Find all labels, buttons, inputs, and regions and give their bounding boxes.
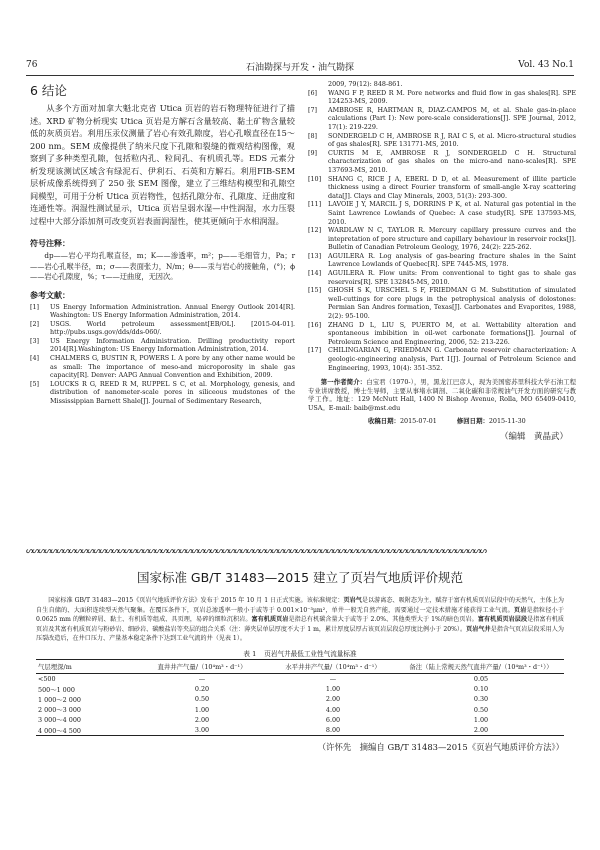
left-column: [30, 80, 295, 406]
author-bio-label: 第一作者简介：: [320, 378, 367, 387]
editor-credit: （编辑 黄晶武）: [499, 431, 568, 442]
column-header: 气层埋深/m: [36, 660, 136, 674]
reference-item: [1] US Energy Information Administration. Annual Energy Outlook 2014[R]. Washington: US Energy Information Administration, 2014.: [30, 302, 295, 320]
reference-continuation: 2009, 79(12): 848-861.: [328, 80, 403, 88]
table-row: 4 000～4 500 3.00 8.00 2.00: [36, 725, 564, 736]
reference-item: [3] US Energy Information Administration. Drilling productivity report 2014[R].Washington: US Energy Information Administration, 2014.: [30, 336, 295, 354]
reference-item: [11] LAVOIE J Y, MARCIL J S, DORRINS P K, et al. Natural gas potential in the Saint Lawrence Lowlands of Quebec: A case study[R]. SPE 137593-MS, 2010.: [308, 200, 576, 226]
author-bio: [308, 378, 576, 412]
news-paragraph: 国家标准 GB/T 31483—2015《页岩气地质评价方法》发布于 2015 年 10 月 1 日正式实施。该标准规定：页岩气是以游离态、吸附态为主，赋存于富有机质页岩层段中的天然气，主体上为自生自储的、大面积连续型天然气聚集。在覆压条件下，页岩总渗透率一般小于或等于 0.001×10⁻³μm²，单井一般无自然产能，需要通过一定技术措施才能获得工业气流。页岩是指粒径小于 0.0625 mm 的颗粒碎屑、黏土、有机质等组成、具页理，易碎的细粒沉积岩。富有机质页岩是指总有机碳含量大于或等于 2.0%、其他类型大于 1%的暗色页岩。富有机质页岩层段是指富有机质页岩及其富有机质页岩与粉砂岩、细砂岩、碳酸盐岩等夹层的组合关系（注：薄夹层单层厚度不大于 1 m，累计厚度层厚占该页岩层段总厚度比例小于 20%）。页岩气井是指含气页岩层段采用人为压裂改造后，在井口压力、产量基本稳定条件下达到工业气流的井（见表 1）。: [36, 597, 565, 643]
symbols-text: dp——岩心平均孔喉直径，m；K——渗透率，m²；p——毛细管力，Pa；r——岩心孔喉半径，m；σ——表面张力，N/m；θ——汞与岩心的接触角，(°)；ϕ——岩心孔隙度，%；τ——迂曲度，无因次。: [30, 251, 295, 281]
reference-item: [15] GHOSH S K, URSCHEL S F, FRIEDMAN G M. Substitution of simulated well-cuttings for core plugs in the petrophysical analysis of dolostones: Permian San Andres formation, Texas[J]. Carbonates and Evaporites, 1988, 2(2): 95-100.: [308, 286, 576, 321]
dates-line: [308, 416, 576, 426]
reference-item: [7] AMBROSE R, HARTMAN R, DIAZ-CAMPOS M, et al. Shale gas-in-place calculations (Part Ⅰ): New pore-scale considerations[J]. SPE Journal, 2012, 17(1): 219-229.: [308, 105, 576, 131]
table-row: 2 000～3 000 1.00 4.00 0.50: [38, 705, 489, 715]
reference-item: [5] LOUCKS R G, REED R M, RUPPEL S C, et al. Morphology, genesis, and distribution of nanometer-scale pores in siliceous mudstones of the Mississippian Barnett Shale[J]. Journal of Sedimentary Research,: [30, 379, 295, 406]
reference-item: [4] CHALMERS G, BUSTIN R, POWERS I. A pore by any other name would be as small: The importance of meso-and microporosity in shale gas capacity[R]. Denver: AAPG Annual Convention and Exhibition, 2009.: [30, 354, 295, 380]
page-number: 76: [26, 60, 38, 70]
table-row: <500 — — 0.05: [38, 675, 489, 684]
received-label: 收稿日期：: [368, 416, 400, 425]
section-title: 6 结论: [30, 83, 67, 98]
reference-list-right: [308, 80, 576, 372]
table-number: 表 1: [243, 650, 257, 658]
reference-item: [10] SHANG C, RICE J A, EBERL D D, et al. Measurement of illite particle thickness using a direct Fourier transform of small-angle X-ray scattering data[J]. Clays and Clay Minerals, 2003, 51(3): 293-300.: [308, 174, 576, 200]
news-source: （许怀先 摘编自 GB/T 31483—2015《页岩气地质评价方法》）: [317, 742, 564, 752]
table-row: 1 000～2 000 0.50 2.00 0.30: [38, 695, 489, 704]
table-header-row: [36, 660, 564, 674]
column-header: 水平井井产气量/（10⁴m³・d⁻¹）: [268, 660, 398, 674]
reference-item: [17] CHILINGARIAN G, FRIEDMAN G. Carbonate reservoir characterization: A geologic-engineering analysis, Part Ⅰ[J]. Journal of Petroleum Science and Engineering, 1993, 10(4): 351-352.: [308, 346, 576, 372]
reference-item: [6] WANG F P, REED R M. Pore networks and fluid flow in gas shales[R]. SPE 124253-MS, 2009.: [308, 88, 576, 106]
reference-item: [9] CURTIS M E, AMBROSE R J, SONDERGELD C H. Structural characterization of gas shales on the micro-and nano-scales[R]. SPE 137693-MS, 2010.: [308, 148, 576, 174]
author-bio-text: 白宝君（1970-），男，黑龙江巴彦人，现为美国密苏里科技大学石油工程专业讲席教授，博士生导师，主要从事堵水调剖、二氧化碳和非常规油气开发方面的研究与教学工作。地址：129 McNutt Hall, 1400 N Bishop Avenue, Rolla, MO 65409-0410, USA。E-mail: baib@mst.edu: [308, 378, 576, 412]
table-row: 3 000～4 000 2.00 6.00 1.00: [38, 715, 489, 725]
right-column: [308, 80, 576, 442]
column-header: 备注（陆上常规天然气直井产量/（10⁴m³・d⁻¹））: [398, 660, 564, 674]
column-header: 直井井产气量/（10⁴m³・d⁻¹）: [136, 660, 268, 674]
reference-item: [8] SONDERGELD C H, AMBROSE R J, RAI C S, et al. Micro-structural studies of gas shales[R]. SPE 131771-MS, 2010.: [308, 131, 576, 149]
reference-item: [14] AGUILERA R. Flow units: From conventional to tight gas to shale gas reservoirs[R]. SPE 132845-MS, 2010.: [308, 269, 576, 286]
references-heading: 参考文献：: [30, 290, 70, 300]
revised-label: 修回日期：: [456, 416, 489, 425]
table-row: 500～1 000 0.20 1.00 0.10: [38, 685, 489, 694]
reference-item: [12] WARDLAW N C, TAYLOR R. Mercury capillary pressure curves and the intepretation of pore structure and capillary behaviour in reservoir rocks[J]. Bulletin of Canadian Petroleum Geology, 1976, 24(2): 225-262.: [308, 226, 576, 252]
gas-flow-table: [36, 659, 564, 736]
table-title: 页岩气井最低工业性气流量标准: [264, 650, 357, 658]
received-date: 2015-07-01: [399, 416, 437, 425]
reference-list-left: [30, 303, 295, 406]
news-title: 国家标准 GB/T 31483—2015 建立了页岩气地质评价规范: [136, 570, 464, 585]
reference-item: [13] AGUILERA R. Log analysis of gas-bearing fracture shales in the Saint Lawrence Lowlands of Quebec[R]. SPE 7445-MS, 1978.: [308, 251, 576, 269]
header-rule: [26, 75, 574, 76]
revised-date: 2015-11-30: [488, 416, 526, 425]
reference-item: [16] ZHANG D L, LIU S, PUERTO M, et al. Wettability alteration and spontaneous imbibition in oil-wet carbonate formations[J]. Journal of Petroleum Science and Engineering, 2006, 52: 213-226.: [308, 320, 576, 346]
journal-name: 石油勘探与开发・油气勘探: [245, 63, 354, 73]
decorative-divider: ᔕᔕᔕᔕᔕᔕᔕᔕᔕᔕᔕᔕᔕᔕᔕᔕᔕᔕᔕᔕᔕᔕᔕᔕᔕᔕᔕᔕᔕᔕᔕᔕᔕᔕᔕᔕᔕᔕᔕᔕᔕᔕᔕᔕᔕᔕᔕᔕᔕᔕᔕᔕᔕᔕᔕᔕᔕᔕᔕᔕᔕᔕᔕᔕᔕᔕᔕᔕᔕᔕᔕᔕᔕᔕᔕ: [26, 547, 486, 555]
volume-number: Vol. 43 No.1: [518, 60, 574, 70]
reference-item: [2] USGS. World petroleum assessment[EB/OL]. [2015-04-01]. http://pubs.usgs.gov/dds/dds-060/.: [30, 319, 295, 337]
symbols-heading: 符号注释：: [30, 239, 70, 248]
conclusion-paragraph: 从多个方面对加拿大魁北克省 Utica 页岩的岩石物理特征进行了描述。XRD 矿物分析现实 Utica 页岩是方解石含量较高、黏土矿物含量较低的灰质页岩。利用压汞仪测量了岩心有效孔隙度，岩心孔喉直径在15～200 nm。SEM 成像提供了纳米尺度下孔隙和裂缝的微观结构图像，观察到了多种类型孔隙，包括粒内孔、粒间孔、有机质孔等。EDS 元素分析发现该测试区域含有绿泥石、伊利石、石英和方解石。利用FIB-SEM 层析成像系统得到了 250 张 SEM 图像，建立了三维结构模型和孔隙空间模型，可用于分析 Utica 页岩物性，包括孔隙分布、孔隙度、迂曲度和连通性等。润湿性测试显示，Utica 页岩呈弱水湿—中性润湿，水力压裂过程中大部分添加剂可改变页岩表面润湿性，使其更倾向于水相润湿。: [30, 103, 295, 226]
running-header: [26, 60, 574, 74]
table-caption: [0, 648, 600, 658]
